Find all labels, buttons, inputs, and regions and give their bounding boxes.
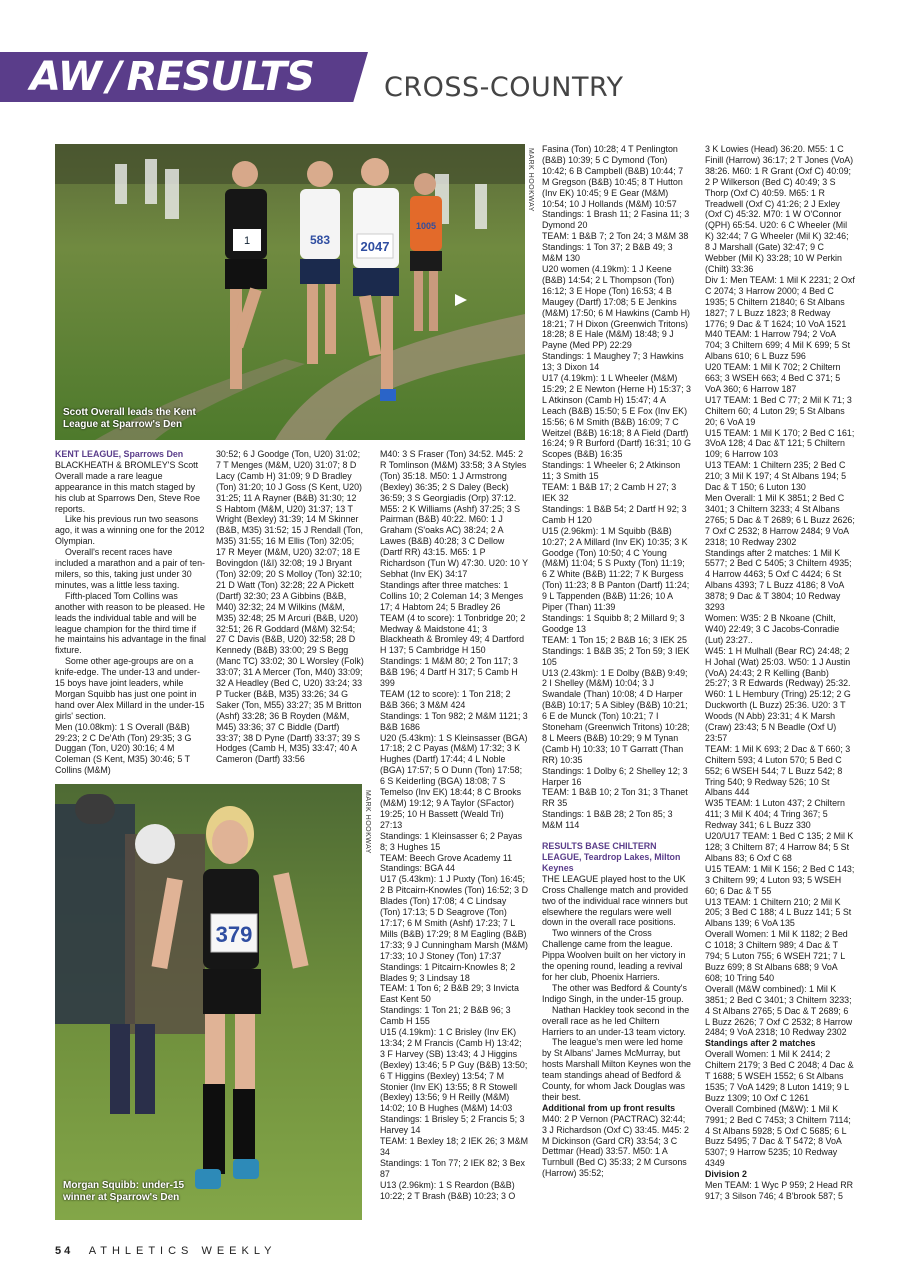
section-title: CROSS-COUNTRY [384,72,624,103]
column-2 [216,449,364,779]
result-paragraph: TEAM: 1 B&B 17; 2 Camb H 27; 3 IEK 32 [542,482,677,503]
result-paragraph: M40: 3 S Fraser (Ton) 34:52. M45: 2 R Tomlinson (M&M) 33:58; 3 A Styles (Ton) 35:18. M50: 1 J Armstrong (Bexley) 36:35; 2 S Daley (Beck) 36:59; 3 S Georgiadis (Orp) 37:12. M55: 2 K Williams (Ashf) 37:25; 3 S Pairman (B&B) 40:22. M60: 1 J Graham (S'oaks AC) 38:24; 2 A Lawes (B&B) 40:28; 3 C Dellow (Dartf RR) 43:15. M65: 1 P Richardson (Tun W) 47:30. U20: 10 Y Sebhat (Inv EK) 34:17 [380,449,528,579]
photo1-caption: Scott Overall leads the Kent League at Sparrow's Den [63,407,196,430]
result-paragraph: Standings: 1 Brash 11; 2 Fasina 11; 3 Dymond 20 [542,209,690,231]
result-paragraph: Standings: 1 M&M 80; 2 Ton 117; 3 B&B 196; 4 Dartf H 317; 5 Camb H 399 [380,656,518,689]
result-paragraph: Standings: 1 Ton 37; 2 B&B 49; 3 M&M 130 [542,242,673,264]
result-paragraph: Standings: 1 Ton 21; 2 B&B 96; 3 Camb H 155 [380,1005,511,1027]
result-paragraph: Some other age-groups are on a knife-edge. The under-13 and under-15 boys have joint leaders, while Morgan Squibb has just one point in hand over Alex Millard in the under-15 girls' section. [55,656,205,721]
result-paragraph: TEAM: 1 Ton 15; 2 B&B 16; 3 IEK 25 [542,634,687,645]
result-paragraph: Overall Women: 1 Mil K 1182; 2 Bed C 1018; 3 Chiltern 989; 4 Dac & T 794; 5 Luton 755; 6 WSEH 721; 7 L Buzz 699; 8 St Albans 688; 9 VoA 608; 10 Tring 540 [705,929,848,983]
logo-slash: / [106,54,121,100]
result-paragraph: 30:52; 6 J Goodge (Ton, U20) 31:02; 7 T Menges (M&M, U20) 31:07; 8 D Lacy (Camb H) 31:09; 9 D Bradley (Ton) 31:20; 10 J Goss (S Kent, U20) 31:25; 11 A Rayner (B&B) 31:30; 12 S Habtom (M&M, U20) 31:37; 13 T Wright (Bexley) 31:39; 14 M Skinner (B&B, M35) 31:52; 15 J Rendall (Ton, M35) 31:55; 16 M Ellis (Ton) 32:05; 17 R Meyer (M&M, U20) 32:07; 18 E Bovingdon (I&I) 32:08; 19 J Bryant (Ton) 32:09; 20 S Molloy (Ton) 32:10; 21 D Watt (Ton) 32:28; 22 A Pickett (Dartf) 32:30; 23 A Gibbins (B&B, M40) 32:32; 24 M Wilkins (M&M, M35) 32:48; 25 M Arcuri (B&B, U20) 32:51; 26 R Goddard (M&M) 32:54; 27 C Davis (B&B, U20) 32:58; 28 D Kennedy (B&B) 33:00; 29 S Begg (Manc TC) 33:02; 30 L Worsley (Folk) 33:07; 31 A Mercer (Ton, M40) 33:09; 32 A Headley (Bed C, U20) 33:24; 33 P Tucker (B&B, M35) 33:26; 34 G Saker (Ton, M55) 33:27; 35 M Britton (Ashf) 33:28; 36 B Royden (M&M, M45) 33:36; 37 C Biddle (Dartf) 33:37; 38 D Pyne (Dartf) 33:37; 39 S Hodges (Camb H, M35) 33:47; 40 A Cameron (Dartf) 33:56 [216,449,364,765]
bib-girl: 379 [215,922,253,947]
result-paragraph: Division 2 [705,1169,747,1180]
logo [30,54,314,100]
result-paragraph: U13 TEAM: 1 Chiltern 210; 2 Mil K 205; 3 Bed C 188; 4 L Buzz 141; 5 St Albans 139; 6 VoA 135 [705,896,852,929]
page-footer [55,1245,277,1257]
result-paragraph: Standings after 2 matches: 1 Mil K 5577; 2 Bed C 5405; 3 Chiltern 4935; 4 Harrow 4463; 5 Oxf C 4424; 6 St Albans 4393; 7 L Buzz 4186; 8 VoA 3878; 9 Dac & T 3804; 10 Redway 3293 [705,547,852,613]
result-paragraph: THE LEAGUE played host to the UK Cross Challenge match and provided two of the individual race winners but elsewhere the regulars were well down in the overall race positions. [542,873,689,928]
result-paragraph: U20 women (4.19km): 1 J Keene (B&B) 14:54; 2 L Thompson (Ton) 16:12; 3 E Hope (Ton) 16:53; 4 B Maugey (Dartf) 17:08; 5 E Jenkins (M&M) 17:50; 6 M Hawkins (Camb H) 18:21; 7 H Dixon (Greenwich Tritons) 18:28; 8 E Hale (M&M) 18:48; 9 J Payne (Med PP) 22:29 [542,263,690,351]
result-paragraph: U13 (2.43km): 1 E Dolby (B&B) 9:49; 2 I Shelley (M&M) 10:04; 3 J Swandale (Than) 10:08; 4 D Harper (B&B) 10:17; 5 A Sibley (B&B) 10:21; 6 E de Munck (Ton) 10:21; 7 I Stoneham (Greenwich Tritons) 10:28; 8 L Meers (B&B) 10:29; 9 M Tynan (Camb H) 10:33; 10 T Garratt (Than RR) 10:35 [542,667,690,765]
photo1-credit: MARK HOOKWAY [527,148,534,212]
result-paragraph: Fifth-placed Tom Collins was another with reason to be pleased. He leads the individual table and will be league champion for the third time if he maintains his advantage in the final fixture. [55,590,206,656]
result-paragraph: TEAM (12 to score): 1 Ton 218; 2 B&B 366; 3 M&M 424 [380,688,511,710]
result-paragraph: Nathan Hackley took second in the overall race as he led Chiltern Harriers to an under-13 team victory. [542,1004,690,1037]
result-paragraph: The other was Bedford & County's Indigo Singh, in the under-15 group. [542,982,687,1004]
result-paragraph: Standings: 1 Dolby 6; 2 Shelley 12; 3 Harper 16 [542,765,688,787]
logo-right: RESULTS [126,54,314,100]
bib-3: 2047 [360,239,390,254]
result-paragraph: TEAM: 1 Bexley 18; 2 IEK 26; 3 M&M 34 [380,1136,528,1157]
result-paragraph: Standings: 1 B&B 28; 2 Ton 85; 3 M&M 114 [542,809,673,831]
section-heading: RESULTS BASE CHILTERN LEAGUE, Teardrop Lakes, Milton Keynes [542,841,681,873]
result-paragraph: Standings: 1 Squibb 8; 2 Millard 9; 3 Goodge 13 [542,612,685,634]
result-paragraph: M40: 2 P Vernon (PACTRAC) 32:44; 3 J Richardson (Oxf C) 33:45. M45: 2 M Dickinson (Gard CR) 33:54; 3 C Dettmar (Head) 33:57. M50: 1 A Turnbull (Bed C) 35:33; 2 M Cursons (Harrow) 35:52; [542,1113,689,1179]
result-paragraph: Overall's recent races have included a marathon and a pair of ten-milers, so this, taking just under 30 minutes, was a little less taxing. [55,547,205,590]
result-paragraph: U15 (2.96km): 1 M Squibb (B&B) 10:27; 2 A Millard (Inv EK) 10:35; 3 K Goodge (Ton) 10:50; 4 C Young (M&M) 11:04; 5 S Puxty (Ton) 11:19; 6 Z White (B&B) 11:22; 7 K Burgess (Ton) 11:23; 8 B Panton (Dartf) 11:24; 9 L Tappenden (B&B) 11:26; 10 A Piper (Than) 11:39 [542,525,690,613]
result-paragraph: Standings: 1 Pitcairn-Knowles 8; 2 Blades 9; 3 Lindsay 18 [380,961,516,983]
result-paragraph: Like his previous run two seasons ago, it was a winning one for the 2012 Olympian. [55,514,205,547]
result-paragraph: TEAM (4 to score): 1 Tonbridge 20; 2 Medway & Maidstone 41; 3 Blackheath & Bromley 49; 4 Dartford H 137; 5 Cambridge H 150 [380,612,526,656]
magazine-name: ATHLETICS WEEKLY [88,1245,277,1257]
bib-2: 583 [309,233,331,247]
bib-1: 1 [243,235,251,247]
result-paragraph: TEAM: Beech Grove Academy 11 [380,852,513,863]
result-paragraph: Two winners of the Cross Challenge came from the league. Pippa Woolven built on her victory in the opening round, leading a revival for her club, Phoenix Harriers. [542,928,686,982]
result-paragraph: U15 (4.19km): 1 C Brisley (Inv EK) 13:34; 2 M Francis (Camb H) 13:42; 3 F Harvey (SB) 13:43; 4 J Higgins (Bexley) 13:46; 5 P Guy (B&B) 13:50; 6 T Higgins (Bexley) 13:54; 7 M Stonier (Inv EK) 13:55; 8 R Stowell (Bexley) 13:56; 9 H Reilly (M&M) 14:02; 10 B Hughes (M&M) 14:03 [380,1027,528,1114]
result-paragraph: Overall Combined (M&W): 1 Mil K 7991; 2 Bed C 7453; 3 Chiltern 7114; 4 St Albans 5928; 5 Oxf C 5685; 6 L Buzz 5495; 7 Dac & T 5472; 8 VoA 5307; 9 Harrow 5235; 10 Redway 4349 [705,1103,851,1169]
result-paragraph: Standings: 1 B&B 35; 2 Ton 59; 3 IEK 105 [542,645,690,667]
result-paragraph: U20/U17 TEAM: 1 Bed C 135; 2 Mil K 128; 3 Chiltern 87; 4 Harrow 84; 5 St Albans 83; 6 Oxf C 68 [705,831,854,863]
result-paragraph: TEAM: 1 Ton 6; 2 B&B 29; 3 Invicta East Kent 50 [380,983,519,1005]
result-paragraph: Standings: BGA 44 [380,863,455,874]
result-paragraph: Standings after 2 matches [705,1038,816,1049]
result-paragraph: Standings: 1 Wheeler 6; 2 Atkinson 11; 3 Smith 15 [542,460,681,482]
section-heading: KENT LEAGUE, Sparrows Den [55,449,184,459]
photo-girl-runner [55,784,362,1220]
result-paragraph: U17 TEAM: 1 Bed C 77; 2 Mil K 71; 3 Chiltern 60; 4 Luton 29; 5 St Albans 20; 6 VoA 19 [705,394,852,427]
result-paragraph: Standings after three matches: 1 Collins 10; 2 Coleman 14; 3 Menges 17; 4 Habtom 24; 5 Bradley 26 [380,579,524,612]
result-paragraph: TEAM: 1 Mil K 693; 2 Dac & T 660; 3 Chiltern 593; 4 Luton 570; 5 Bed C 552; 6 WSEH 544; 7 L Buzz 542; 8 Tring 540; 9 Redway 526; 10 St Albans 444 [705,743,851,798]
result-paragraph: Standings: 1 Ton 77; 2 IEK 82; 3 Bex 87 [380,1157,525,1179]
photo2-caption: Morgan Squibb: under-15 winner at Sparrow's Den [63,1180,185,1203]
column-5 [705,144,855,1239]
result-paragraph: TEAM: 1 B&B 7; 2 Ton 24; 3 M&M 38 [542,231,689,242]
result-paragraph: Men TEAM: 1 Wyc P 959; 2 Head RR 917; 3 Silson 746; 4 B'brook 587; 5 [705,1180,854,1201]
result-paragraph: W35 TEAM: 1 Luton 437; 2 Chiltern 411; 3 Mil K 404; 4 Tring 367; 5 Redway 341; 6 L Buzz 330 [705,798,845,831]
column-4 [542,144,692,1239]
result-paragraph: Standings: 1 Maughey 7; 3 Hawkins 13; 3 Dixon 14 [542,351,684,373]
column-1 [55,449,207,779]
result-paragraph: W45: 1 H Mulhall (Bear RC) 24:48; 2 H Johal (Wat) 25:03. W50: 1 J Austin (VoA) 24:43; 2 R Kelling (Banb) 25:27; 3 R Edwards (Redway) 25:32. W60: 1 L Hembury (Tring) 25:12; 2 G Duckworth (L Buzz) 25:36. U20: 3 T Woods (N Abb) 23:31; 4 K Marsh (Craw) 23:43; 5 N Beadle (Oxf U) 23:57 [705,645,851,743]
result-paragraph: Men Overall: 1 Mil K 3851; 2 Bed C 3401; 3 Chiltern 3233; 4 St Albans 2765; 5 Dac & T 2689; 6 L Buzz 2626; 7 Oxf C 2532; 8 Harrow 2484; 9 VoA 2318; 10 Redway 2302 [705,493,855,547]
bib-4: 1005 [415,221,437,231]
result-paragraph: U17 (4.19km): 1 L Wheeler (M&M) 15:29; 2 E Newton (Herne H) 15:37; 3 L Atkinson (Camb H) 15:47; 4 A Leach (B&B) 15:50; 5 E Fox (Inv EK) 15:56; 6 M Smith (B&B) 16:09; 7 C Weitzel (B&B) 16:18; 8 A Field (Dartf) 16:24; 9 R Burford (Dartf) 16:31; 10 G Scopes (B&B) 16:35 [542,373,691,460]
photo-runners-group [55,144,525,440]
photo2-credit: MARK HOOKWAY [364,790,371,854]
result-paragraph: The league's men were led home by St Albans' James McMurray, but hosts Marshall Milton Keynes won the team standings ahead of Bedford & County, for whom Jack Douglas was their best. [542,1037,691,1102]
result-paragraph: TEAM: 1 B&B 10; 2 Ton 31; 3 Thanet RR 35 [542,787,688,809]
result-paragraph: U15 TEAM: 1 Mil K 156; 2 Bed C 143; 3 Chiltern 99; 4 Luton 93; 5 WSEH 60; 6 Dac & T 55 [705,863,855,896]
result-paragraph: Div 1: Men TEAM: 1 Mil K 2231; 2 Oxf C 2074; 3 Harrow 2000; 4 Bed C 1935; 5 Chiltern 21840; 6 St Albans 1827; 7 L Buzz 1823; 8 Redway 1776; 9 Dac & T 1624; 10 VoA 1521 [705,274,855,329]
result-paragraph: Standings: 1 Brisley 5; 2 Francis 5; 3 Harvey 14 [380,1114,525,1136]
result-paragraph: Additional from up front results [542,1102,676,1113]
result-paragraph: U20 (5.43km): 1 S Kleinsasser (BGA) 17:18; 2 C Payas (M&M) 17:32; 3 K Hughes (Dartf) 17:44; 4 L Noble (BGA) 17:57; 5 O Dunn (Ton) 17:58; 6 S Keiderling (BGA) 18:08; 7 S Temelso (Inv EK) 18:44; 8 C Brooks (M&M) 19:12; 9 A Taylor (SFactor) 19:25; 10 H Bassett (Weald Tri) 27:13 [380,732,528,830]
page-number: 54 [55,1245,74,1257]
result-paragraph: U13 TEAM: 1 Chiltern 235; 2 Bed C 210; 3 Mil K 197; 4 St Albans 194; 5 Dac & T 150; 6 Luton 130 [705,460,847,493]
result-paragraph: BLACKHEATH & BROMLEY'S Scott Overall made a rare league appearance in this match staged by his club at Sparrows Den, Steve Roe reports. [55,459,201,514]
result-paragraph: Overall (M&W combined): 1 Mil K 3851; 2 Bed C 3401; 3 Chiltern 3233; 4 St Albans 2765; 5 Dac & T 2689; 6 L Buzz 2626; 7 Oxf C 2532; 8 Harrow 2484; 9 VoA 2318; 10 Redway 2302 [705,983,853,1038]
result-paragraph: Standings: 1 Ton 982; 2 M&M 1121; 3 B&B 1686 [380,710,528,732]
result-paragraph: U17 (5.43km): 1 J Puxty (Ton) 16:45; 2 B Pitcairn-Knowles (Ton) 16:52; 3 D Blades (Ton) 17:08; 4 C Lindsay (Ton) 17:13; 5 D Seagrove (Ton) 17:17; 6 M Smith (Ashf) 17:23; 7 L Mills (B&B) 17:29; 8 M Eagling (B&B) 17:33; 9 J Cunningham Marsh (M&M) 17:33; 10 J Stoney (Ton) 17:37 [380,874,528,961]
result-paragraph: U13 (2.96km): 1 S Reardon (B&B) 10:22; 2 T Brash (B&B) 10:23; 3 O [380,1179,516,1201]
result-paragraph: Standings: 1 Kleinsasser 6; 2 Payas 8; 3 Hughes 15 [380,830,523,852]
result-paragraph: Fasina (Ton) 10:28; 4 T Penlington (B&B) 10:39; 5 C Dymond (Ton) 10:42; 6 B Campbell (B&B) 10:44; 7 M Gregson (B&B) 10:45; 8 T Hutton (Inv EK) 10:45; 9 E Gear (M&M) 10:54; 10 J Hollands (M&M) 10:57 [542,144,684,209]
result-paragraph: U20 TEAM: 1 Mil K 702; 2 Chiltern 663; 3 WSEH 663; 4 Bed C 371; 5 VoA 360; 6 Harrow 187 [705,362,841,394]
column-3 [380,449,528,1239]
result-paragraph: 3 K Lowies (Head) 36:20. M55: 1 C Finill (Harrow) 36:17; 2 T Jones (VoA) 38:26. M60: 1 R Grant (Oxf C) 40:09; 2 P Wilkerson (Bed C) 40:49; 3 S Thorp (Oxf C) 40:59. M65: 1 R Treadwell (Oxf C) 41:26; 2 J Exley (Oxf C) 45:32. M70: 1 W O'Connor (QPH) 65:54. U20: 6 C Wheeler (Mil K) 32:44; 7 G Wheeler (Mil K) 32:46; 8 J Marshall (Gate) 32:47; 9 C Webber (Mil K) 33:28; 10 W Perkin (Chilt) 33:36 [705,144,854,274]
result-paragraph: M40 TEAM: 1 Harrow 794; 2 VoA 704; 3 Chiltern 699; 4 Mil K 699; 5 St Albans 610; 6 L Buzz 596 [705,329,851,362]
result-paragraph: Men (10.08km): 1 S Overall (B&B) 29:23; 2 C De'Ath (Ton) 29:35; 3 G Duggan (Ton, U20) 30:16; 4 M Coleman (S Kent, M35) 30:46; 5 T Collins (M&M) [55,721,192,776]
logo-left: AW [30,54,101,100]
result-paragraph: U15 TEAM: 1 Mil K 170; 2 Bed C 161; 3VoA 128; 4 Dac &T 121; 5 Chiltern 109; 6 Harrow 103 [705,427,855,460]
result-paragraph: Women: W35: 2 B Nkoane (Chilt, W40) 22:49; 3 C Jacobs-Conradie (Lut) 23:27.. [705,612,840,645]
result-paragraph: Overall Women: 1 Mil K 2414; 2 Chiltern 2179; 3 Bed C 2048; 4 Dac & T 1688; 5 WSEH 1552; 6 St Albans 1535; 7 VoA 1429; 8 Luton 1419; 9 L Buzz 1309; 10 Oxf C 1261 [705,1049,854,1103]
result-paragraph [542,831,692,841]
result-paragraph: Standings: 1 B&B 54; 2 Dartf H 92; 3 Camb H 120 [542,503,687,525]
